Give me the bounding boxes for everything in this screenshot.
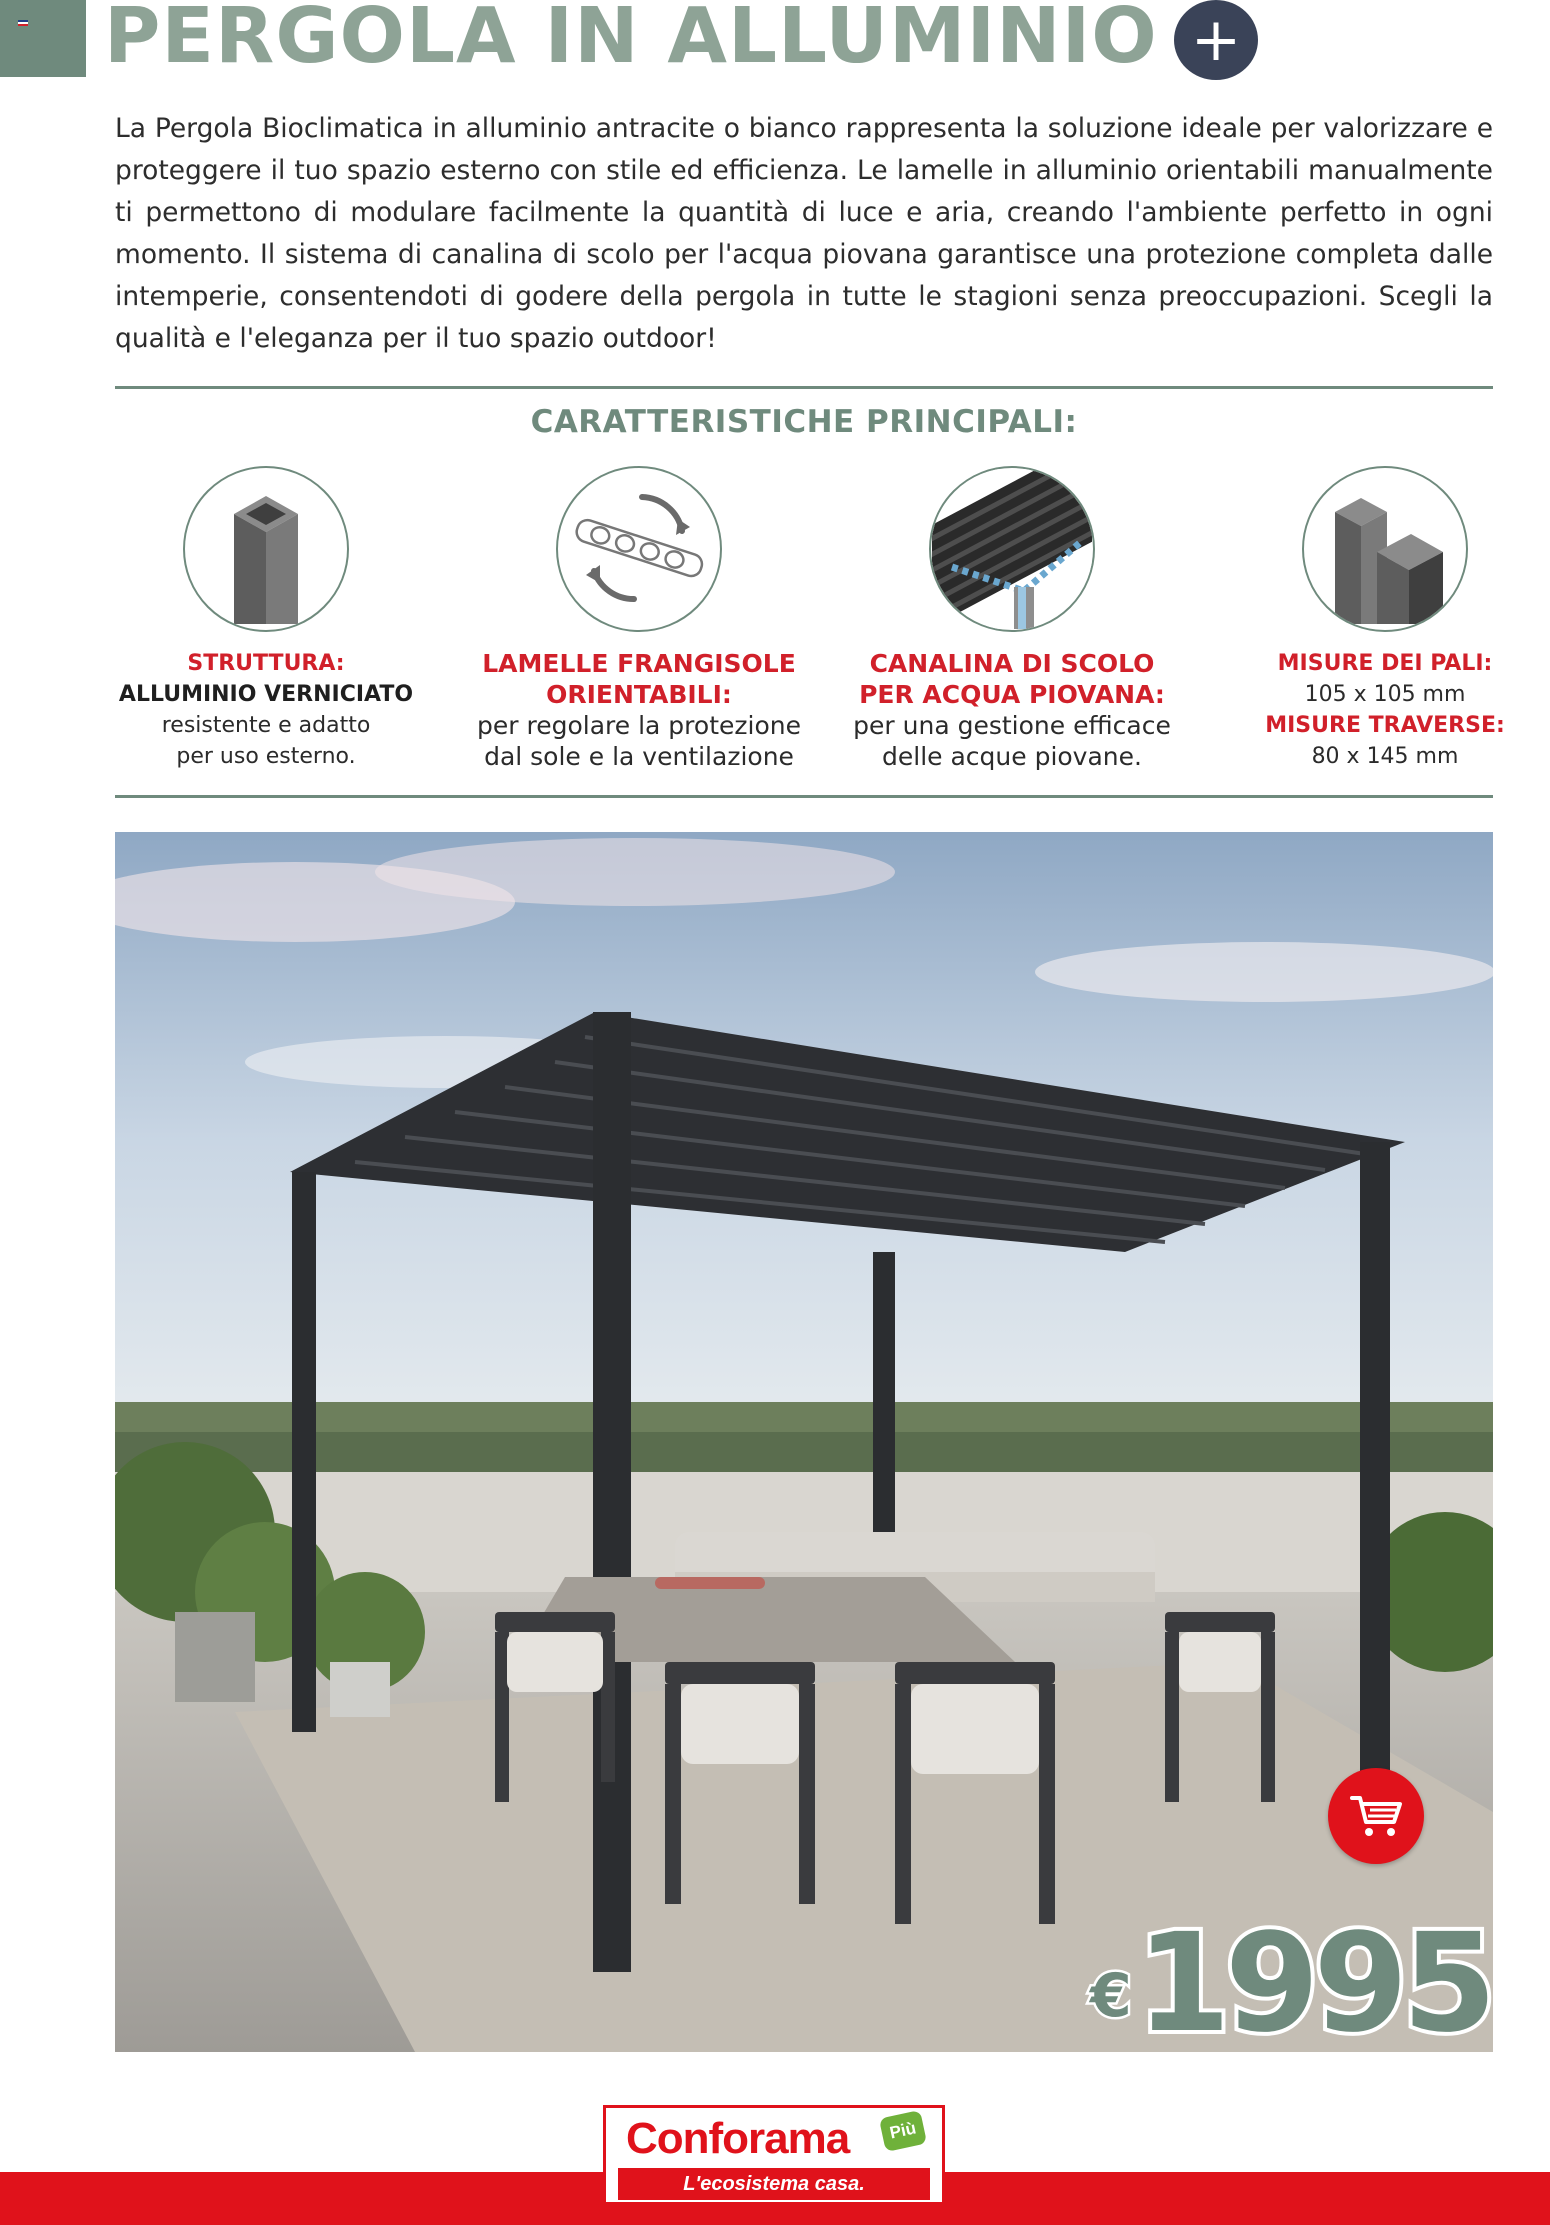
brand-name: Conforama: [626, 2114, 850, 2163]
flag-icon: [18, 20, 28, 26]
product-photo: [115, 832, 1493, 2052]
divider-top: [115, 386, 1493, 389]
feature-structure-desc-1: resistente e adatto: [161, 713, 371, 738]
divider-bottom: [115, 795, 1493, 798]
feature-beams-value: 80 x 145 mm: [1311, 744, 1459, 769]
feature-dimensions: [1205, 466, 1550, 772]
feature-beams-label: MISURE TRAVERSE:: [1265, 713, 1505, 738]
feature-louvres-label-1: LAMELLE FRANGISOLE: [482, 649, 796, 678]
features-heading: CARATTERISTICHE PRINCIPALI:: [530, 404, 1078, 440]
feature-posts-value: 105 x 105 mm: [1304, 682, 1466, 707]
feature-gutter-label-1: CANALINA DI SCOLO: [869, 649, 1155, 678]
page-title: PERGOLA IN ALLUMINIO: [104, 0, 1158, 81]
corner-color-block: [0, 0, 86, 77]
brand-tagline: L'ecosistema casa.: [618, 2168, 930, 2200]
square-post-icon: [183, 466, 349, 632]
price-value: 1995: [1136, 1905, 1491, 2063]
intro-paragraph: La Pergola Bioclimatica in alluminio antracite o bianco rappresenta la soluzione ideale per valorizzare e proteggere il tuo spazio esterno con stile ed efficienza. Le lamelle in alluminio orientabili manualmente ti permettono di modulare facilmente la quantità di luce e aria, creando l'ambiente perfetto in ogni momento. Il sistema di canalina di scolo per l'acqua piovana garantisce una protezione completa dalle intemperie, consentendoti di godere della pergola in tutte le stagioni senza preoccupazioni. Scegli la qualità e l'eleganza per il tuo spazio outdoor!: [115, 113, 1493, 354]
rotating-louvres-icon: [556, 466, 722, 632]
feature-gutter-desc-2: delle acque piovane.: [882, 742, 1142, 771]
feature-louvres-desc-1: per regolare la protezione: [477, 711, 801, 740]
feature-structure: [86, 466, 446, 772]
shopping-cart-icon[interactable]: [1328, 1768, 1424, 1864]
feature-louvres: [459, 466, 819, 772]
feature-gutter: [832, 466, 1192, 772]
brand-badge: Più: [879, 2110, 927, 2152]
feature-structure-label: STRUTTURA:: [187, 651, 345, 676]
post-profile-icon: [1302, 466, 1468, 632]
feature-louvres-desc-2: dal sole e la ventilazione: [484, 742, 794, 771]
price-tag: [1090, 1905, 1491, 2063]
price-currency: €: [1090, 1961, 1132, 2031]
feature-structure-material: ALLUMINIO VERNICIATO: [118, 682, 414, 707]
feature-gutter-label-2: PER ACQUA PIOVANA:: [859, 680, 1165, 709]
gutter-channel-icon: [929, 466, 1095, 632]
feature-louvres-label-2: ORIENTABILI:: [546, 680, 732, 709]
feature-gutter-desc-1: per una gestione efficace: [853, 711, 1171, 740]
feature-structure-desc-2: per uso esterno.: [176, 744, 356, 769]
feature-posts-label: MISURE DEI PALI:: [1277, 651, 1493, 676]
plus-icon[interactable]: +: [1174, 0, 1258, 80]
brand-logo[interactable]: [603, 2105, 945, 2205]
